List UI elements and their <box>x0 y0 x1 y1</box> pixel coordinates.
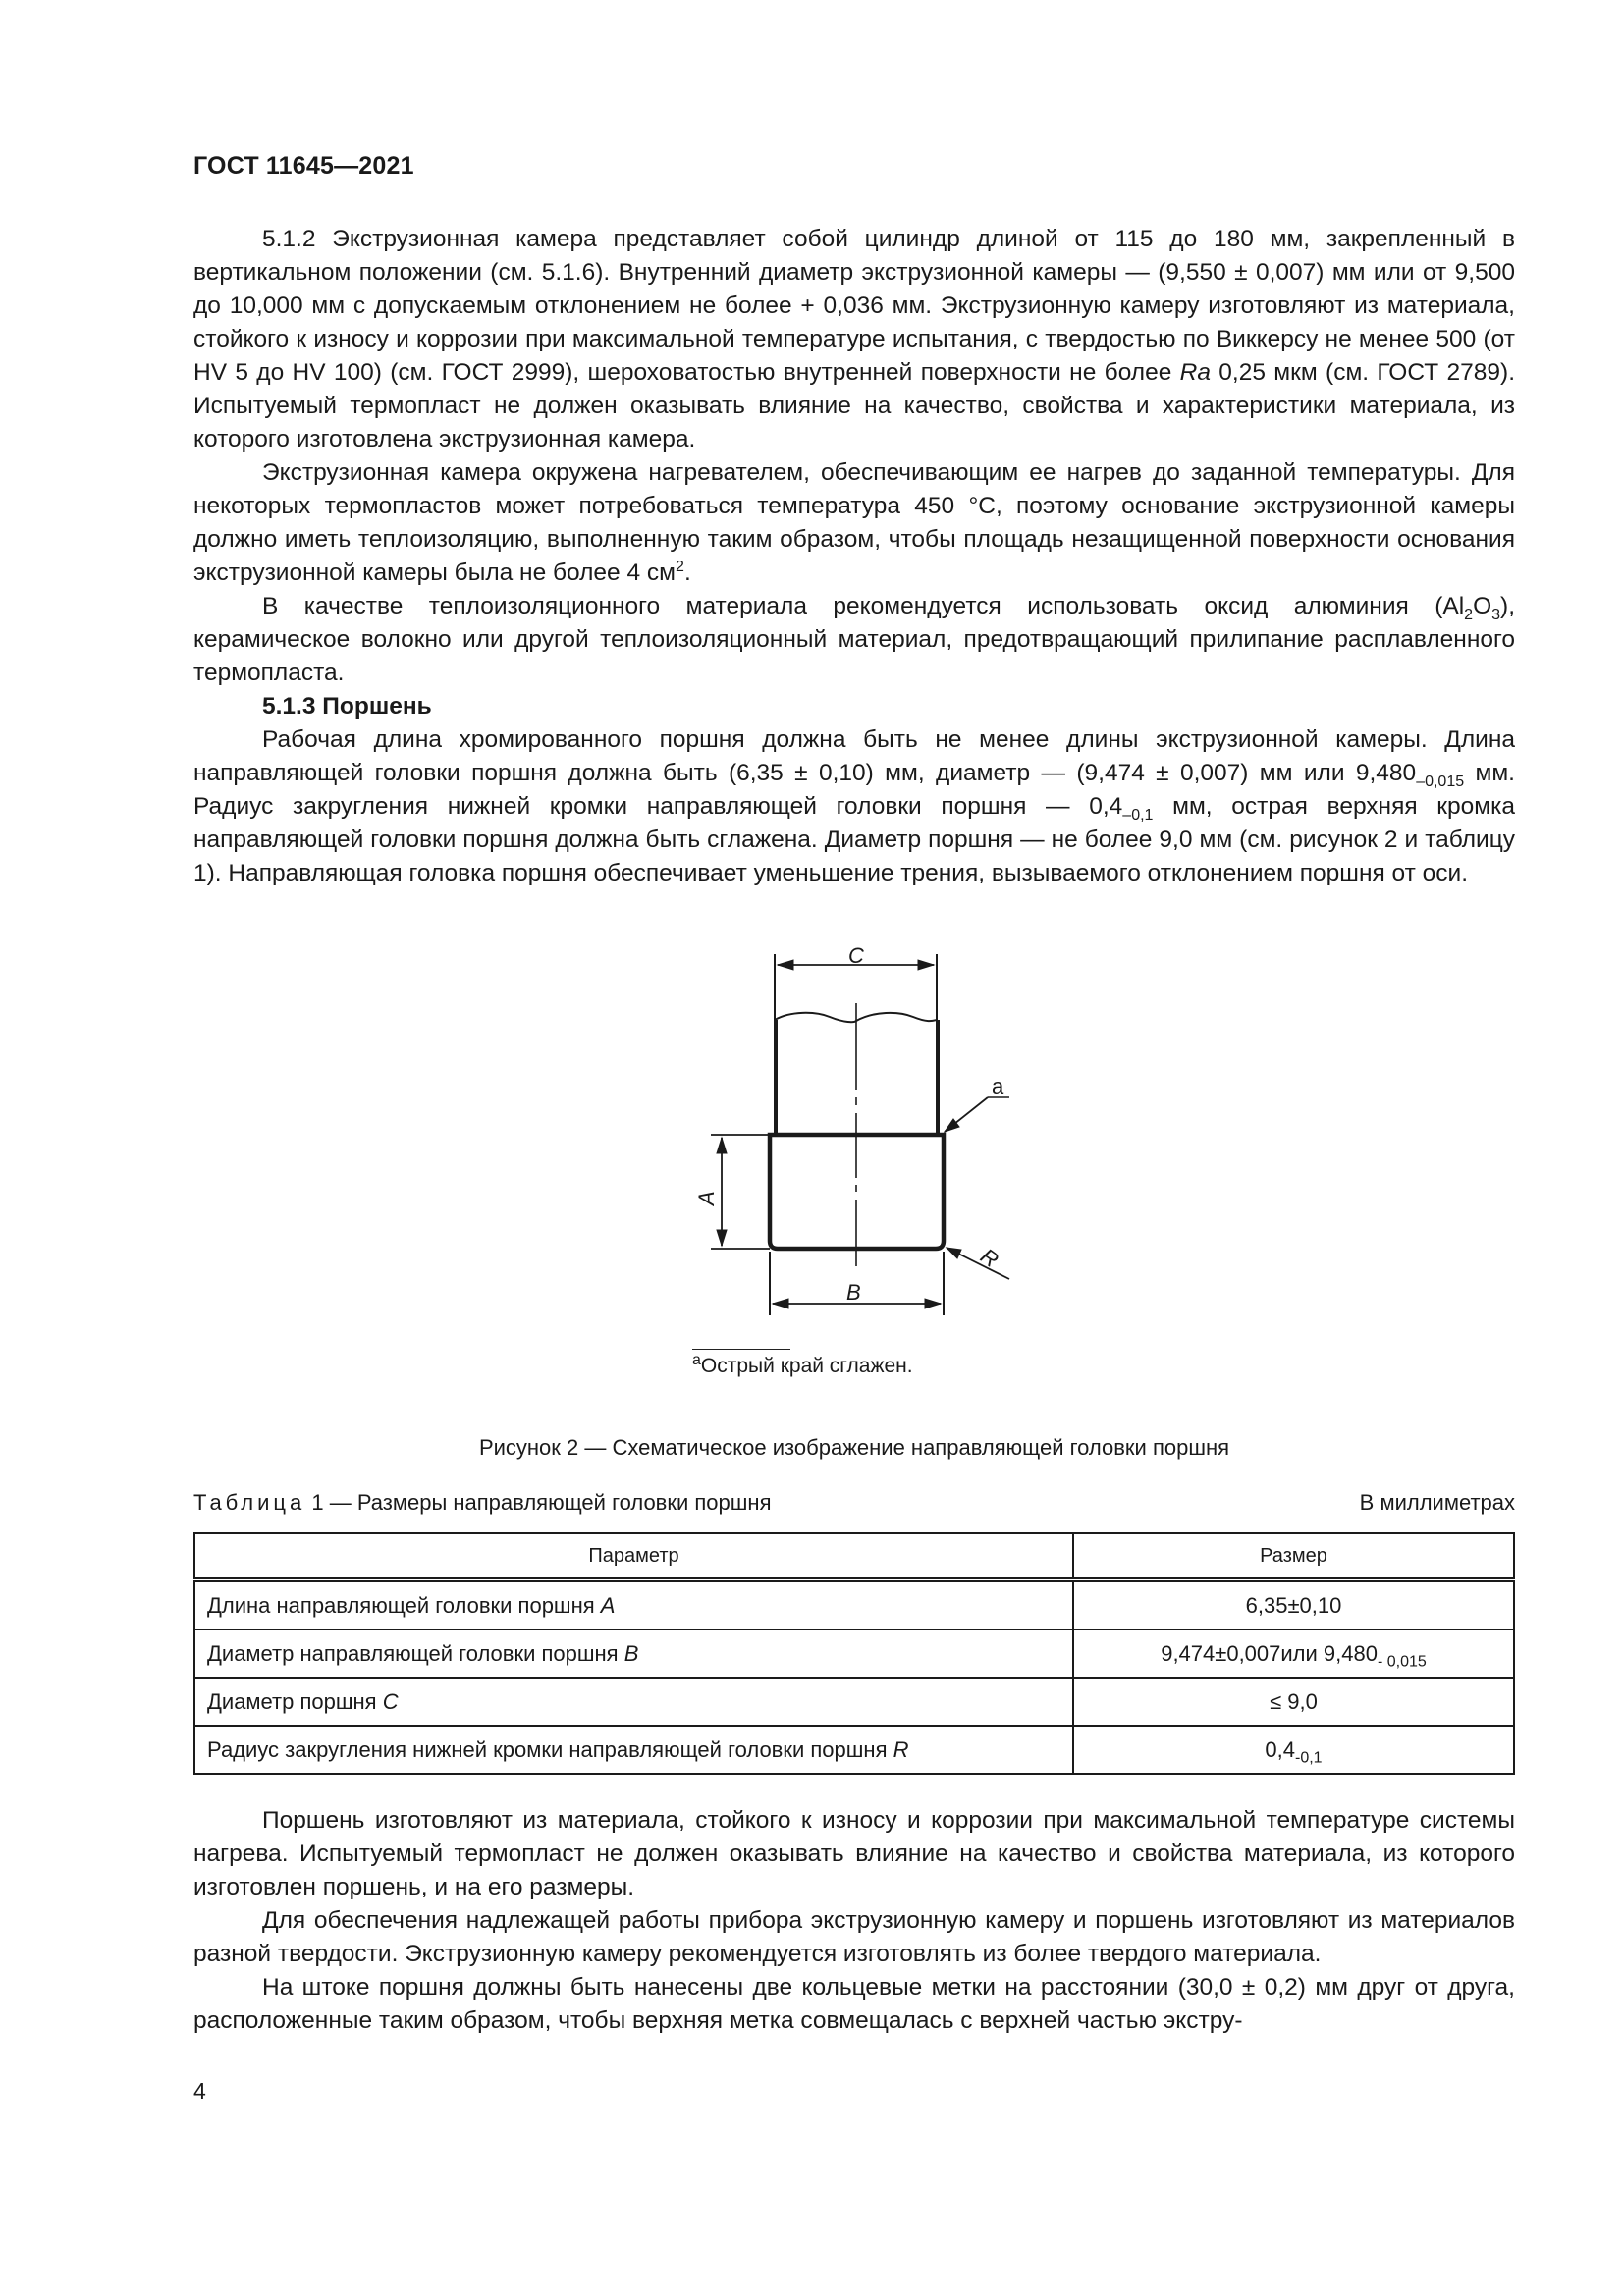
figure-footnote: $^a$Острый край сглажен. <box>692 1355 913 1378</box>
body-text-top <box>193 223 1515 890</box>
label-b: B <box>846 1280 861 1305</box>
paragraph-5-1-2: 5.1.2 Экструзионная камера представляет собой цилиндр длиной от 115 до 180 мм, закрепленный в вертикальном положении (см. 5.1.6). Внутренний диаметр экструзионной камеры — (9,550 ± 0,007) мм или от 9,500 до 10,000 мм с допускаемым отклонением не более + 0,036 мм. Экструзионную камеру изготовляют из материала, стойкого к износу и коррозии при максимальной температуре испытания, с твердостью по Виккерсу не менее 500 (от HV 5 до HV 100) (см. ГОСТ 2999), шероховатостью внутренней поверхности не более Ra 0,25 мкм (см. ГОСТ 2789). Испытуемый термопласт не должен оказывать влияние на качество, свойства и характеристики материала, из которого изготовлена экструзионная камера. <box>193 226 1515 453</box>
paragraph-piston-material: Поршень изготовляют из материала, стойкого к износу и коррозии при максимальной температуре системы нагрева. Испытуемый термопласт не должен оказывать влияние на качество и свойства материала, из которого изготовлен поршень, и на его размеры. <box>193 1807 1515 1900</box>
table-row: Диаметр поршня C ≤ 9,0 <box>194 1678 1514 1726</box>
label-a-dim: A <box>694 1191 719 1205</box>
label-c: C <box>848 943 864 968</box>
header-parameter: Параметр <box>194 1533 1073 1580</box>
piston-head-figure <box>677 942 1070 1355</box>
paragraph-hardness: Для обеспечения надлежащей работы прибора экструзионную камеру и поршень изготовляют из материалов разной твердости. Экструзионную камеру рекомендуется изготовлять из более твердого материала. <box>193 1907 1515 1967</box>
table-units: В миллиметрах <box>1359 1490 1515 1515</box>
header-size: Размер <box>1073 1533 1514 1580</box>
table-row: Длина направляющей головки поршня A 6,35±0,10 <box>194 1580 1514 1630</box>
footnote-rule <box>692 1349 790 1350</box>
page-number: 4 <box>193 2078 206 2104</box>
section-heading-5-1-3: 5.1.3 Поршень <box>262 693 432 720</box>
label-a-note: a <box>992 1074 1004 1098</box>
paragraph-5-1-3: Рабочая длина хромированного поршня должна быть не менее длины экструзионной камеры. Длина направляющей головки поршня должна быть (6,35 ± 0,10) мм, диаметр — (9,474 ± 0,007) мм или $9,480_{-0,015}$ мм. Радиус закругления нижней кромки направляющей головки поршня — $0,4_{-0,1}$ мм, острая верхняя кромка направляющей головки поршня должна быть сглажена. Диаметр поршня — не более 9,0 мм (см. рисунок 2 и таблицу 1). Направляющая головка поршня обеспечивает уменьшение трения, вызываемого отклонением поршня от оси. <box>193 726 1515 886</box>
paragraph-heating: Экструзионная камера окружена нагревателем, обеспечивающим ее нагрев до заданной температуры. Для некоторых термопластов может потребоваться температура 450 °С, поэтому основание экструзионной камеры должно иметь теплоизоляцию, выполненную таким образом, чтобы площадь незащищенной поверхности основания экструзионной камеры была не более 4 $см^2$. <box>193 459 1515 586</box>
paragraph-marks: На штоке поршня должны быть нанесены две кольцевые метки на расстоянии (30,0 ± 0,2) мм друг от друга, расположенные таким образом, чтобы верхняя метка совмещалась с верхней частью экстру- <box>193 1974 1515 2034</box>
table-header-row <box>194 1533 1514 1580</box>
table-row: Радиус закругления нижней кромки направляющей головки поршня R $0,4_{-0,1}$ <box>194 1726 1514 1774</box>
label-r: R <box>976 1243 1003 1273</box>
paragraph-insulation: В качестве теплоизоляционного материала рекомендуется использовать оксид алюминия $(Al_2O_3)$, керамическое волокно или другой теплоизоляционный материал, предотвращающий прилипание расплавленного термопласта. <box>193 593 1515 686</box>
document-header: ГОСТ 11645—2021 <box>193 152 414 180</box>
dimensions-table <box>193 1532 1515 1775</box>
table-row: Диаметр направляющей головки поршня B 9,474±0,007или $9,480_{- 0,015}$ <box>194 1629 1514 1678</box>
figure-caption: Рисунок 2 — Схематическое изображение направляющей головки поршня <box>478 1435 1230 1460</box>
table-title: Таблица 1 — Размеры направляющей головки поршня <box>193 1490 772 1515</box>
body-text-bottom <box>193 1804 1515 2038</box>
